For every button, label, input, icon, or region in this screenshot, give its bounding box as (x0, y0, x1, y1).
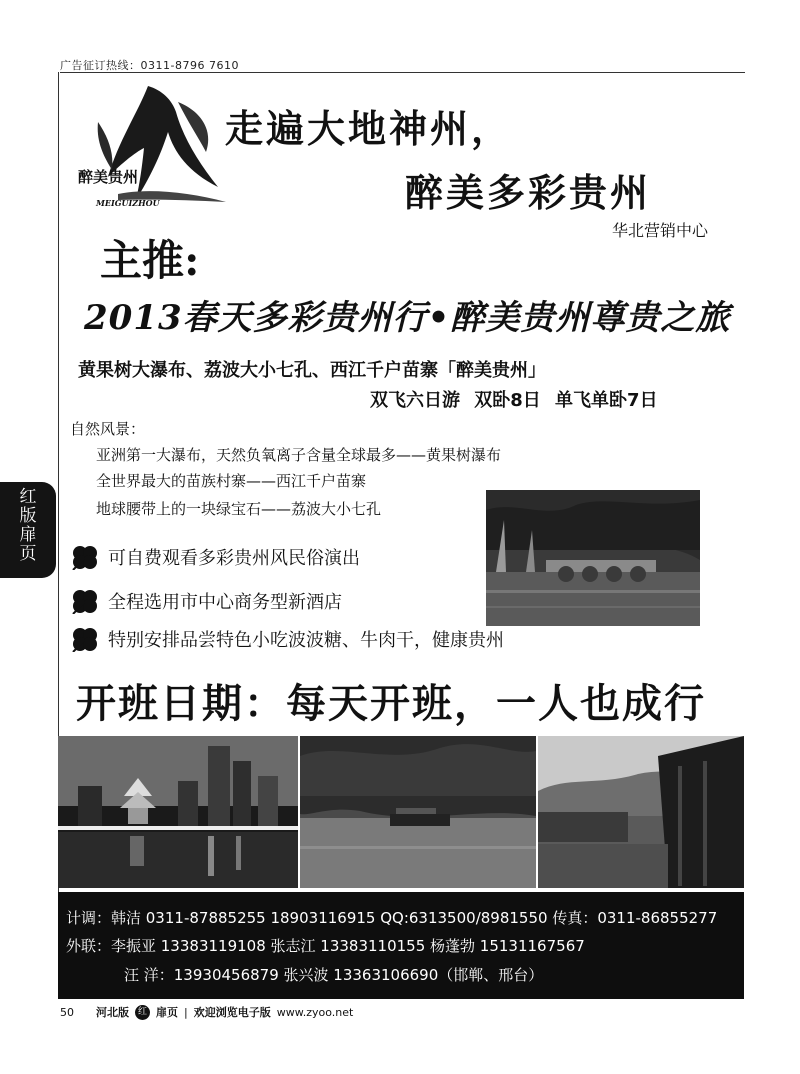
headline-line-1: 走遍大地神州， (225, 106, 513, 151)
contact-line-sales-2: 汪 洋：13930456879 张兴波 13363106690（邯郸、邢台） (124, 966, 544, 984)
organization-name: 华北营销中心 (612, 221, 709, 240)
city-night-photo (58, 736, 298, 888)
schedule-options: 双飞六日游 双卧8日 单飞单卧7日 (370, 390, 658, 411)
lake-bridge-photo (486, 490, 700, 626)
magazine-name: 河北版 (96, 1006, 129, 1019)
website-link[interactable]: www.zyoo.net (276, 1005, 354, 1019)
side-tab-char: 红 (19, 487, 37, 507)
side-section-tab (0, 482, 56, 578)
scenery-item: 亚洲第一大瀑布，天然负氧离子含量全球最多——黄果树瀑布 (96, 446, 502, 464)
clover-bullet-icon (68, 588, 102, 614)
section-name: 扉页 (156, 1006, 178, 1019)
feature-text: 特别安排品尝特色小吃波波糖、牛肉干，健康贵州 (108, 630, 504, 651)
clover-bullet-icon (68, 544, 102, 570)
feature-text: 全程选用市中心商务型新酒店 (108, 592, 342, 613)
main-promo-label: 主推: (100, 236, 200, 285)
scenery-item: 全世界最大的苗族村寨——西江千户苗寨 (96, 472, 367, 490)
side-tab-char: 版 (19, 506, 37, 526)
headline-line-2: 醉美多彩贵州 (405, 170, 652, 215)
feature-item (68, 588, 342, 614)
footer-separator: | (184, 1005, 188, 1019)
route-description: 黄果树大瀑布、荔波大小七孔、西江千户苗寨「醉美贵州」 (78, 360, 546, 381)
open-date-banner: 开班日期：每天开班，一人也成行 (76, 680, 706, 727)
side-tab-char: 页 (19, 544, 37, 564)
scenery-item: 地球腰带上的一块绿宝石——荔波大小七孔 (96, 500, 382, 518)
page-number: 50 (60, 1005, 74, 1019)
page-footer (60, 1004, 353, 1020)
top-divider (60, 72, 745, 73)
scenery-heading: 自然风景： (70, 420, 146, 438)
feature-item (68, 544, 360, 570)
section-badge: 红 (135, 1005, 150, 1020)
logo-brand-text: 醉美贵州 (78, 168, 139, 186)
feature-text: 可自费观看多彩贵州风民俗演出 (108, 548, 360, 569)
river-boat-photo (300, 736, 536, 888)
miao-village-photo (538, 736, 744, 888)
logo-latin-text: MEIGUIZHOU (96, 198, 160, 208)
side-tab-char: 扉 (19, 525, 37, 545)
contact-line-sales: 外联：李振亚 13383119108 张志江 13383110155 杨蓬勃 15131167567 (66, 937, 585, 955)
brand-logo (78, 82, 228, 220)
feature-item (68, 626, 504, 652)
contact-line-planner: 计调：韩洁 0311-87885255 18903116915 QQ:6313500/8981550 传真：0311-86855277 (66, 909, 718, 927)
contact-info-bar (58, 892, 744, 999)
tour-title: 2013春天多彩贵州行•醉美贵州尊贵之旅 (84, 298, 731, 338)
ad-hotline: 广告征订热线：0311-8796 7610 (60, 59, 239, 72)
welcome-text: 欢迎浏览电子版 (193, 1006, 271, 1019)
clover-bullet-icon (68, 626, 102, 652)
